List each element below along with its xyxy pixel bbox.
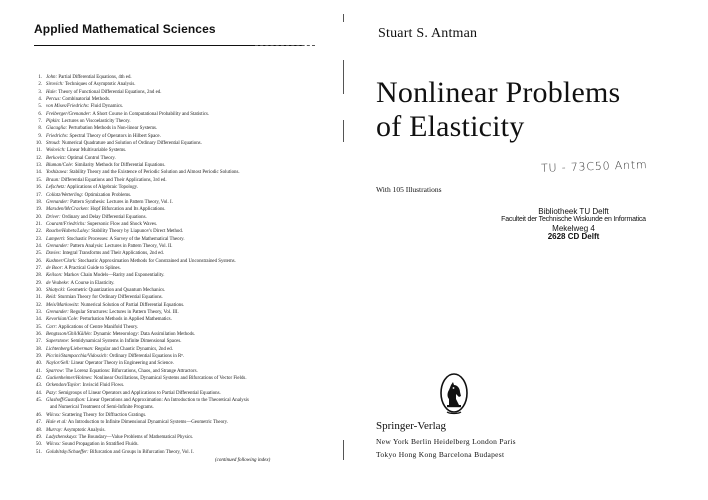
series-item-number: 15. xyxy=(35,177,42,183)
series-list-item xyxy=(30,111,342,118)
series-item-title: The Lorenz Equations: Bifurcations, Chaos, and Strange Attractors. xyxy=(65,368,198,374)
series-item-title: Optimal Control Theory. xyxy=(67,155,116,161)
series-item-number: 25. xyxy=(35,251,42,257)
series-item-title: A Practical Guide to Splines. xyxy=(64,265,121,271)
series-item-title: An Introduction to Infinite Dimensional Dynamical Systems—Geometric Theory. xyxy=(67,420,229,426)
series-item-author: Marsden/McCracken: xyxy=(46,207,90,213)
book-title-line-1: Nonlinear Problems xyxy=(376,76,621,109)
gutter-mark xyxy=(343,440,344,460)
series-item-author: Golubitsky/Schaeffer: xyxy=(46,449,89,455)
series-item-title: Dynamic Meteorology: Data Assimilation Methods. xyxy=(93,332,196,338)
series-item-title: A Course in Elasticity. xyxy=(70,280,115,286)
series-item-number: 10. xyxy=(35,141,42,147)
series-list-item xyxy=(30,221,342,228)
series-item-number: 7. xyxy=(38,119,42,125)
series-list-item xyxy=(30,309,342,316)
series-item-title: Scattering Theory for Diffraction Gratings. xyxy=(62,412,147,418)
series-item-number: 22. xyxy=(35,229,42,235)
series-item-title: Differential Equations and Their Applications, 3rd ed. xyxy=(61,177,167,183)
series-item-number: 33. xyxy=(35,310,42,315)
illustrations-note: With 105 Illustrations xyxy=(376,185,442,194)
series-list-item xyxy=(30,162,342,169)
series-item-title: Bifurcation and Groups in Bifurcation Theory, Vol. I. xyxy=(89,449,194,455)
series-item-author: Grenander: xyxy=(46,199,69,205)
series-list-item xyxy=(30,419,342,426)
series-list-item xyxy=(30,294,342,301)
series-item-author: Giacaglia: xyxy=(46,126,68,132)
series-item-author: Murray: xyxy=(46,427,63,433)
series-list-item xyxy=(30,427,342,434)
series-item-title: Stochastic Approximation Methods for Constrained and Unconstrained Systems. xyxy=(77,258,236,264)
series-item-author: Bluman/Cole: xyxy=(46,163,74,169)
series-item-author: Collatz/Wetterling: xyxy=(46,192,84,198)
series-list-item xyxy=(30,184,342,191)
series-item-author: Wilcox: xyxy=(46,442,61,448)
series-item-author: Lefschetz: xyxy=(46,185,66,191)
stamp-line-1: Bibliotheek TU Delft xyxy=(538,207,609,216)
series-item-number: 1. xyxy=(38,75,42,80)
handwritten-call-number: TU - 73C50 Antm xyxy=(540,158,648,175)
series-item-title: Numerical Quadrature and Solution of Ordinary Differential Equations. xyxy=(61,141,202,147)
series-item-title: Theory of Functional Differential Equations, 2nd ed. xyxy=(58,89,162,95)
series-item-number: 49. xyxy=(35,434,42,440)
series-item-number: 44. xyxy=(35,390,42,396)
gutter-mark xyxy=(343,60,344,94)
series-item-number: 6. xyxy=(38,111,42,117)
series-list-item xyxy=(30,368,342,375)
series-item-number: 31. xyxy=(35,295,42,301)
series-item-title: Regular and Chaotic Dynamics, 2nd ed. xyxy=(94,346,173,352)
series-list-item xyxy=(30,243,342,250)
series-item-number: 35. xyxy=(35,324,42,330)
series-item-number: 18. xyxy=(35,199,42,205)
series-item-number: 24. xyxy=(35,243,42,249)
series-list-item xyxy=(30,214,342,221)
publisher-name: Springer-Verlag xyxy=(376,420,447,432)
series-list-item xyxy=(30,353,342,360)
series-item-author: Hale et al: xyxy=(46,420,67,426)
series-item-author: Bengtsson/Ghil/Källén: xyxy=(46,332,93,338)
series-item-author: Braun: xyxy=(46,177,60,183)
springer-chess-knight-logo-icon xyxy=(439,372,469,418)
series-item-author: Lamperti: xyxy=(46,236,66,242)
series-list-item xyxy=(30,360,342,367)
series-list-item xyxy=(30,103,342,110)
series-item-number: 4. xyxy=(38,97,42,103)
series-list-item xyxy=(30,441,342,448)
series-list-item xyxy=(30,375,342,382)
series-list-item xyxy=(30,280,342,287)
series-item-author: Courant/Friedrichs: xyxy=(46,221,86,227)
series-item-number: 29. xyxy=(35,280,42,286)
series-list-item xyxy=(30,236,342,243)
series-item-number: 43. xyxy=(35,383,42,389)
series-item-title: Supersonic Flow and Shock Waves. xyxy=(87,221,158,227)
series-list-item xyxy=(30,133,342,140)
series-item-title: Applications of Centre Manifold Theory. xyxy=(58,324,139,330)
series-title: Applied Mathematical Sciences xyxy=(34,22,216,36)
series-item-number: 46. xyxy=(35,412,42,418)
series-item-number: 5. xyxy=(38,104,42,110)
series-list-item xyxy=(30,434,342,441)
series-list-item xyxy=(30,250,342,257)
series-item-author: Friedrichs: xyxy=(46,133,69,139)
series-item-number: 47. xyxy=(35,420,42,426)
series-item-title: Perturbation Methods in Applied Mathematics. xyxy=(79,317,172,323)
series-item-title: Stability Theory and the Existence of Periodic Solution and Almost Periodic Solutions. xyxy=(69,170,240,176)
series-list-item xyxy=(30,177,342,184)
series-item-title: Techniques of Asymptotic Analysis. xyxy=(64,82,136,88)
series-item-author: Carr: xyxy=(46,324,58,330)
publisher-cities-line-1: New York Berlin Heidelberg London Paris xyxy=(376,437,516,446)
series-item-title: Sound Propagation in Stratified Fluids. xyxy=(62,442,139,448)
series-item-number: 28. xyxy=(35,273,42,279)
series-item-title: Linear Operator Theory in Engineering and Science. xyxy=(71,361,174,367)
series-item-author: Naylor/Sell: xyxy=(46,361,70,367)
series-item-number: 16. xyxy=(35,185,42,191)
series-list-item xyxy=(30,96,342,103)
series-list-item xyxy=(30,74,342,81)
series-item-title: and Numerical Treatment of Semi-Infinite Programs. xyxy=(50,405,154,411)
series-item-title: Nonlinear Oscillations, Dynamical Systems and Bifurcations of Vector Fields. xyxy=(93,376,247,382)
series-list-item xyxy=(30,140,342,147)
series-list-item xyxy=(30,338,342,345)
series-list-item xyxy=(30,192,342,199)
series-item-author: Wilcox: xyxy=(46,412,61,418)
series-list-item xyxy=(30,331,342,338)
series-item-title: Spectral Theory of Operators in Hilbert Space. xyxy=(69,133,161,139)
series-list-item xyxy=(30,118,342,125)
series-item-author: Kevorkian/Cole: xyxy=(46,317,79,323)
series-list-item xyxy=(30,390,342,397)
stamp-line-3: Mekelweg 4 xyxy=(552,223,595,233)
series-item-number: 23. xyxy=(35,236,42,242)
series-item-author: Saperstone: xyxy=(46,339,70,345)
series-item-number: 42. xyxy=(35,376,42,382)
series-item-author: Freiberger/Grenander: xyxy=(46,111,92,117)
series-list-item xyxy=(30,272,342,279)
series-item-author: Meis/Markowitz: xyxy=(46,302,80,308)
series-list xyxy=(30,74,342,456)
series-item-number: 38. xyxy=(35,346,42,352)
series-item-author: von Mises/Friedrichs: xyxy=(46,104,90,110)
series-item-author: Grenander: xyxy=(46,243,69,249)
series-item-number: 30. xyxy=(35,287,42,293)
series-item-number: 26. xyxy=(35,258,42,264)
series-item-author: John: xyxy=(46,75,58,80)
series-item-author: Rouche/Habets/Laloy: xyxy=(46,229,91,235)
series-item-author: Lichtenberg/Lieberman: xyxy=(46,346,94,352)
right-page xyxy=(346,0,708,500)
series-item-author: Stroud: xyxy=(46,141,61,147)
series-item-number: 32. xyxy=(35,302,42,308)
series-item-number: 36. xyxy=(35,332,42,338)
series-item-author: Driver: xyxy=(46,214,61,220)
series-item-title: Combinatorial Methods. xyxy=(62,97,111,103)
series-item-title: Linear Operations and Approximation: An Introduction to the Theoretical Analysis xyxy=(86,398,249,404)
series-item-number: 20. xyxy=(35,214,42,220)
series-item-author: Reid: xyxy=(46,295,57,301)
series-item-title: Stochastic Processes: A Survey of the Mathematical Theory. xyxy=(66,236,185,242)
series-item-title: Fluid Dynamics. xyxy=(90,104,124,110)
series-item-author: Kushner/Clark: xyxy=(46,258,77,264)
series-item-number: 40. xyxy=(35,361,42,367)
series-list-item xyxy=(30,412,342,419)
series-list-item xyxy=(30,155,342,162)
publisher-cities-line-2: Tokyo Hong Kong Barcelona Budapest xyxy=(376,450,505,459)
series-item-author: Sparrow: xyxy=(46,368,65,374)
stamp-line-2: Faculteit der Technische Wiskunde en Informatica xyxy=(501,216,646,224)
series-item-number: 27. xyxy=(35,265,42,271)
series-item-title: Inviscid Fluid Flows. xyxy=(82,383,125,389)
series-item-author: Grenander: xyxy=(46,310,69,315)
series-list-item xyxy=(30,404,342,411)
series-item-author: Wolovich: xyxy=(46,148,66,154)
series-item-author: Sirovich: xyxy=(46,82,64,88)
stamp-line-4: 2628 CD Delft xyxy=(547,232,600,242)
series-item-title: Pattern Analysis: Lectures in Pattern Theory, Vol. II. xyxy=(70,243,173,249)
series-item-title: Asymptotic Analysis. xyxy=(63,427,106,433)
series-item-number: 50. xyxy=(35,442,42,448)
series-item-title: A Short Course in Computational Probability and Statistics. xyxy=(92,111,210,117)
series-item-number: 9. xyxy=(38,133,42,139)
series-item-number: 12. xyxy=(35,155,42,161)
series-list-item xyxy=(30,449,342,456)
series-item-title: Lectures on Viscoelasticity Theory. xyxy=(61,119,131,125)
series-item-number: 14. xyxy=(35,170,42,176)
series-item-title: The Boundary—Value Problems of Mathematical Physics. xyxy=(78,434,194,440)
series-item-title: Hopf Bifurcation and Its Applications. xyxy=(90,207,166,213)
series-item-number: 2. xyxy=(38,82,42,88)
series-item-author: Piccini/Stampacchia/Vidossich: xyxy=(46,354,109,360)
gutter-mark xyxy=(343,120,344,142)
series-item-author: Glashoff/Gustafson: xyxy=(46,398,86,404)
series-item-title: Semigroups of Linear Operators and Applications to Partial Differential Equations. xyxy=(58,390,221,396)
series-title-rule-dashed xyxy=(255,45,315,46)
left-page xyxy=(0,0,345,500)
series-item-number: 39. xyxy=(35,354,42,360)
series-item-number: 3. xyxy=(38,89,42,95)
series-item-title: Ordinary and Delay Differential Equations. xyxy=(61,214,147,220)
series-item-author: Keilson: xyxy=(46,273,63,279)
series-item-title: Perturbation Methods in Non-linear Systems. xyxy=(68,126,158,132)
series-item-author: Berkovitz: xyxy=(46,155,67,161)
series-item-title: Integral Transforms and Their Applications, 2nd ed. xyxy=(62,251,164,257)
series-item-title: Ordinary Differential Equations in Rⁿ. xyxy=(109,354,185,360)
series-item-title: Optimization Problems. xyxy=(84,192,132,198)
series-list-item xyxy=(30,302,342,309)
series-item-title: Markov Chain Models—Rarity and Exponentiality. xyxy=(63,273,165,279)
series-list-item xyxy=(30,228,342,235)
gutter-mark xyxy=(343,14,344,22)
series-item-number: 41. xyxy=(35,368,42,374)
series-item-number: 8. xyxy=(38,126,42,132)
series-list-item xyxy=(30,324,342,331)
series-list-item xyxy=(30,258,342,265)
series-item-number: 13. xyxy=(35,163,42,169)
series-list-item xyxy=(30,89,342,96)
series-list-item xyxy=(30,287,342,294)
series-item-author: Ockendon/Taylor: xyxy=(46,383,82,389)
series-list-item xyxy=(30,147,342,154)
series-item-author: Hale: xyxy=(46,89,58,95)
series-item-title: Numerical Solution of Partial Differential Equations. xyxy=(80,302,185,308)
series-item-number: 19. xyxy=(35,207,42,213)
book-title-line-2: of Elasticity xyxy=(376,110,525,143)
series-item-title: Geometric Quantization and Quantum Mechanics. xyxy=(66,287,166,293)
series-item-number: 34. xyxy=(35,317,42,323)
series-item-author: de Boor: xyxy=(46,265,64,271)
series-item-number: 37. xyxy=(35,339,42,345)
series-item-author: Percus: xyxy=(46,97,62,103)
series-item-number: 48. xyxy=(35,427,42,433)
series-item-author: de Veubeke: xyxy=(46,280,70,286)
series-item-author: Davies: xyxy=(46,251,62,257)
book-title xyxy=(376,76,620,144)
series-item-title: Applications of Algebraic Topology. xyxy=(66,185,139,191)
series-item-title: Similarity Methods for Differential Equations. xyxy=(74,163,166,169)
series-item-number: 45. xyxy=(35,398,42,404)
series-item-number: 51. xyxy=(35,449,42,455)
series-item-title: Pattern Synthesis: Lectures in Pattern Theory, Vol. I. xyxy=(70,199,173,205)
series-item-title: Linear Multivariable Systems. xyxy=(66,148,127,154)
series-list-item xyxy=(30,81,342,88)
series-list-item xyxy=(30,169,342,176)
series-item-author: Yoshizawa: xyxy=(46,170,69,176)
book-author: Stuart S. Antman xyxy=(378,26,478,41)
series-item-title: Semidynamical Systems in Infinite Dimensional Spaces. xyxy=(70,339,182,345)
series-list-item xyxy=(30,206,342,213)
library-stamp xyxy=(496,208,651,242)
series-list-item xyxy=(30,316,342,323)
series-item-author: Pipkin: xyxy=(46,119,61,125)
series-item-author: Guckenheimer/Holmes: xyxy=(46,376,93,382)
series-item-title: Regular Structures: Lectures in Pattern Theory, Vol. III. xyxy=(70,310,179,315)
series-item-title: Partial Differential Equations, 4th ed. xyxy=(58,75,132,80)
series-list-item xyxy=(30,199,342,206)
series-list-item xyxy=(30,346,342,353)
series-item-author: Shiatycki: xyxy=(46,287,66,293)
series-list-item xyxy=(30,382,342,389)
series-item-title: Stability Theory by Liapunov's Direct Method. xyxy=(91,229,184,235)
series-list-item xyxy=(30,265,342,272)
series-item-number: 17. xyxy=(35,192,42,198)
continued-note: (continued following index) xyxy=(215,458,271,463)
series-list-item xyxy=(30,397,342,404)
series-item-number: 11. xyxy=(36,148,42,154)
series-list-item xyxy=(30,125,342,132)
series-item-title: Sturmian Theory for Ordinary Differential Equations. xyxy=(57,295,163,301)
series-item-number: 21. xyxy=(35,221,42,227)
series-item-author: Pazy: xyxy=(46,390,58,396)
series-item-author: Ladyzhenskaya: xyxy=(46,434,78,440)
